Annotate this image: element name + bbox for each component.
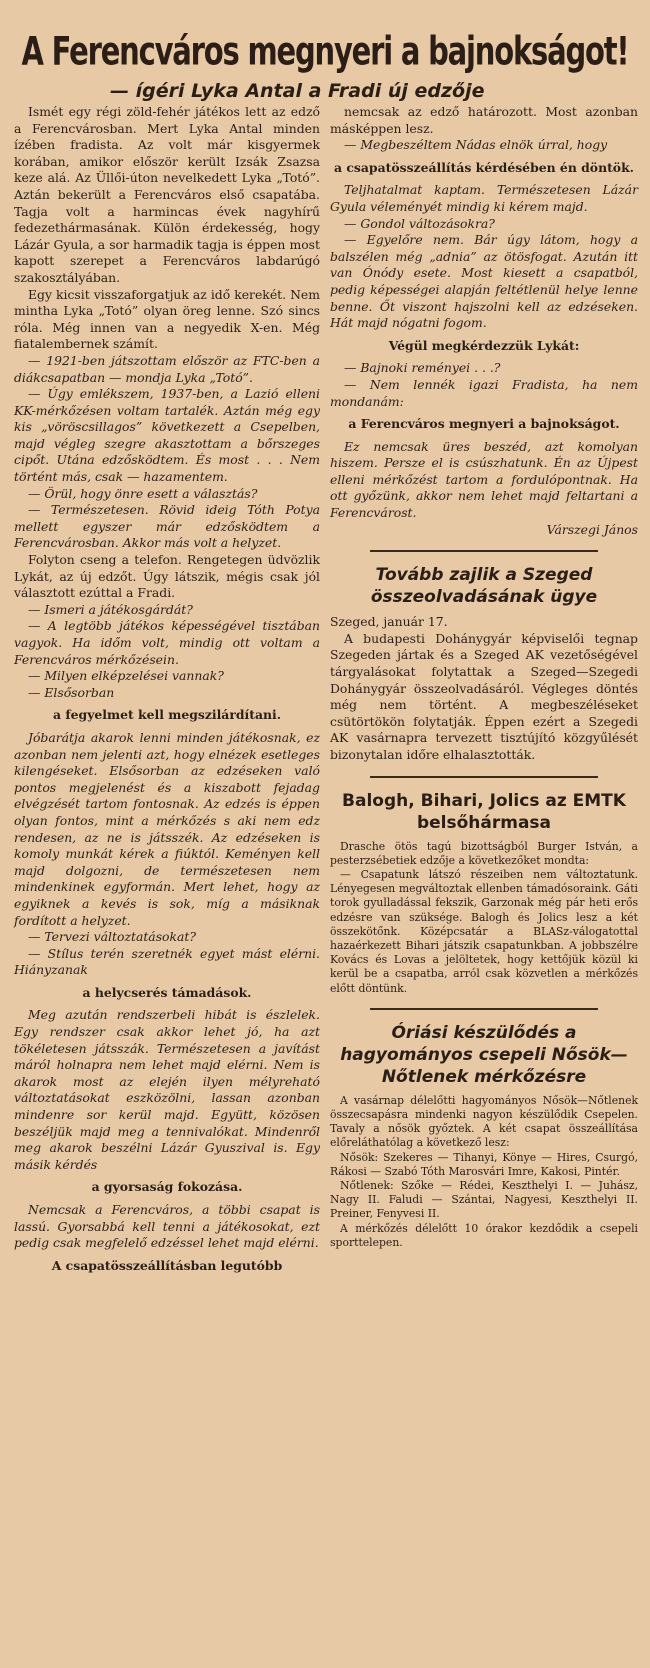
article-emtk-title: Balogh, Bihari, Jolics az EMTK belsőhármasa — [342, 790, 626, 833]
article-paragraph: Végül megkérdezzük Lykát: — [388, 337, 580, 353]
article-csepel-paragraph: A mérkőzés délelőtt 10 órakor kezdődik a csepeli sporttelepen. — [330, 1221, 638, 1249]
article-paragraph: — Nem lennék igazi Fradista, ha nem mondanám: — [330, 376, 638, 409]
separator-line — [370, 550, 598, 552]
article-paragraph: Várszegi János — [546, 521, 638, 537]
article-csepel-paragraph: Nőtlenek: Szőke — Rédei, Keszthelyi I. — Juhász, Nagy II. Faludi — Szántai, Nagyesi, Keszthelyi II. Preiner, Fenyvesi II. — [330, 1179, 638, 1221]
article-csepel — [330, 1022, 638, 1250]
article-paragraph: — 1921-ben játszottam először az FTC-ben a diákcsapatban — mondja Lyka „Totó”. — [14, 352, 320, 385]
separator-line — [370, 1008, 598, 1010]
article-emtk-paragraph: — Csapatunk látszó részeiben nem változtatunk. Lényegesen megváltoztak ellenben támadósoraink. Gáti torok gyulladással fekszik, Garzonak még pár heti erős edzésre van szüksége. Balogh és Jolics lesz a két összekötőnk. Középcsatár a BLASz-válogatottal hazaérkezett Bihari játszik csapatunkban. A jobbszélre Kovács és Lovas a jelöltetek, hogy kettőjük közül ki kerül be a csapatba, arról csak közvetlen a mérkőzés előtt döntünk. — [330, 868, 638, 995]
article-paragraph: a fegyelmet kell megszilárdítani. — [52, 707, 282, 723]
article-paragraph: Jóbarátja akarok lenni minden játékosnak, ez azonban nem jelenti azt, hogy elnézek esetleges kilengéseket. Elsősorban az edzéseken való pontos megjelenést és a kiszabott fejadag elvégzését tartom fontosnak. Az edzés is éppen olyan fontos, mint a mérkőzés s aki nem edz rendesen, az ne is játsszék. Az edzéseken is komoly munkát kérek a fiúktól. Keményen kell majd dolgozni, de természetesen nem mindenkinek egyformán. Mert lehet, hogy az egyiknek a kevés is sok, míg a másiknak fordított a helyzet. — [14, 729, 320, 928]
article-main-left-column — [14, 104, 320, 1280]
article-paragraph: — Bajnoki reményei . . .? — [344, 360, 501, 376]
article-emtk — [330, 790, 638, 996]
article-paragraph: — Gondol változásokra? — [344, 215, 495, 231]
article-paragraph: — Egyelőre nem. Bár úgy látom, hogy a balszélen még „adnia” az ötösfogat. Azután itt van Ónódy esete. Most kiesett a csapatból, pedig képességei alapján feltétlenül helye lenne benne. Őt viszont hajszolni kell az edzéseken. Hát majd nógatni fogom. — [330, 232, 638, 331]
article-paragraph: A csapatösszeállításban legutóbb — [51, 1257, 283, 1273]
article-paragraph: a gyorsaság fokozása. — [91, 1179, 243, 1195]
article-paragraph: — Tervezi változtatásokat? — [28, 929, 197, 945]
article-paragraph: a helycserés támadások. — [82, 984, 252, 1000]
article-paragraph: — Stílus terén szeretnék egyet mást elérni. Hiányzanak — [14, 945, 320, 978]
right-column — [330, 104, 638, 1250]
article-paragraph: — Milyen elképzelései vannak? — [28, 668, 224, 684]
article-szeged — [330, 564, 638, 763]
article-csepel-paragraph: Nősök: Szekeres — Tihanyi, Könye — Hires, Csurgó, Rákosi — Szabó Tóth Marosvári Imre, Kakosi, Pintér. — [330, 1150, 638, 1178]
article-paragraph: — Ismeri a játékosgárdát? — [28, 601, 193, 617]
article-paragraph: Nemcsak a Ferencváros, a többi csapat is lassú. Gyorsabbá kell tenni a játékosokat, ezt pedig csak megfelelő edzéssel lehet majd elérni. — [14, 1202, 320, 1251]
article-szeged-dateline: Szeged, január 17. — [330, 614, 448, 630]
article-paragraph: — Természetesen. Rövid ideig Tóth Potya mellett egyszer már edzősködtem a Ferencvárosban. Akkor más volt a helyzet. — [14, 502, 320, 551]
article-szeged-body: A budapesti Dohánygyár képviselői tegnap Szegeden jártak és a Szeged AK vezetőségével tárgyalásokat folytattak a Szeged—Szegedi Dohánygyár összeolvadásáról. Végleges döntés még nem történt. A megbeszéléseket csütörtökön folytatják. Éppen ezért a Szegedi AK vasárnapra tervezett tisztújító közgyűlését bizonytalan időre elhalasztották. — [330, 630, 638, 762]
article-paragraph: Folyton cseng a telefon. Rengetegen üdvözlik Lykát, az új edzőt. Úgy látszik, mégis csak jól választott ezúttal a Fradi. — [14, 552, 320, 601]
article-main-continuation — [330, 104, 638, 538]
subhead: — ígéri Lyka Antal a Fradi új edzője — [110, 80, 485, 102]
article-csepel-paragraph: A vasárnap délelőtti hagyományos Nősök—Nőtlenek összecsapásra mindenki nagyon készülődik Csepelen. Tavaly a nősök győztek. A két csapat összeállítása előreláthatólag a következő lesz: — [330, 1093, 638, 1150]
article-paragraph: Egy kicsit visszaforgatjuk az idő kerekét. Nem mintha Lyka „Totó” olyan öreg lenne. Szó sincs róla. Még innen van a negyedik X-en. Még fiatalembernek számít. — [14, 286, 320, 352]
article-paragraph: a csapatösszeállítás kérdésében én döntök. — [334, 159, 634, 175]
separator-line — [370, 776, 598, 778]
article-paragraph: Teljhatalmat kaptam. Természetesen Lázár Gyula véleményét mindig ki kérem majd. — [330, 182, 638, 214]
article-paragraph: nemcsak az edző határozott. Most azonban másképpen lesz. — [330, 104, 638, 136]
article-paragraph: — Megbeszéltem Nádas elnök úrral, hogy — [344, 137, 608, 153]
article-szeged-title: Tovább zajlik a Szeged összeolvadásának ügye — [370, 565, 598, 608]
headline: A Ferencváros megnyeri a bajnokságot! — [21, 28, 629, 74]
article-paragraph: Ez nemcsak üres beszéd, azt komolyan hiszem. Persze el is csúszhatunk. Én az Újpest elleni mérkőzést tartom a fordulópontnak. Ha ott győzünk, akkor nem lehet majd feltartani a Ferencvárost. — [330, 438, 638, 521]
article-paragraph: — Úgy emlékszem, 1937-ben, a Lazió elleni KK-mérkőzésen voltam tartalék. Aztán még egy kis „vöröscsillagos” következett a Csepelben, majd végleg szegre akasztottam a bőrszeges cipőt. Utána edzősködtem. És most . . . Nem történt más, csak — hazamentem. — [14, 386, 320, 485]
article-paragraph: — A legtöbb játékos képességével tisztában vagyok. Ha időm volt, mindig ott voltam a Ferencváros mérkőzésein. — [14, 618, 320, 667]
article-paragraph: — Örül, hogy önre esett a választás? — [28, 485, 258, 501]
article-paragraph: a Ferencváros megnyeri a bajnokságot. — [348, 416, 620, 432]
article-csepel-title: Óriási készülődés a hagyományos csepeli Nősök—Nőtlenek mérkőzésre — [340, 1022, 628, 1087]
article-paragraph: — Elsősorban — [28, 684, 115, 700]
article-emtk-paragraph: Drasche ötös tagú bizottságból Burger István, a pesterzsébetiek edzője a következőket mondta: — [330, 839, 638, 867]
article-paragraph: Meg azután rendszerbeli hibát is észlelek. Egy rendszer csak akkor lehet jó, ha azt tökéletesen játsszák. Természetesen a javítást máról holnapra nem lehet majd elérni. Nem is akarok most az elején ilyen mélyreható változtatásokat eszközölni, lassan azonban mindenre sor kerül majd. Együtt, közösen beszéljük majd meg a tennivalókat. Mindenről meg akarok beszélni Lázár Gyuszival is. Egy másik kérdés — [14, 1007, 320, 1172]
article-paragraph: Ismét egy régi zöld-fehér játékos lett az edző a Ferencvárosban. Mert Lyka Antal minden ízében fradista. Az volt már kisgyermek korában, amikor először került Izsák Zsazsa keze alá. Az Üllői-úton nevelkedett Lyka „Totó”. Aztán bekerült a Ferencváros első csapatába. Tagja volt a harmincas évek nagyhírű fedezethármasának. Külön érdekesség, hogy Lázár Gyula, a sor harmadik tagja is éppen most kapott szerepet a Ferencváros labdarúgó szakosztályában. — [14, 104, 320, 285]
